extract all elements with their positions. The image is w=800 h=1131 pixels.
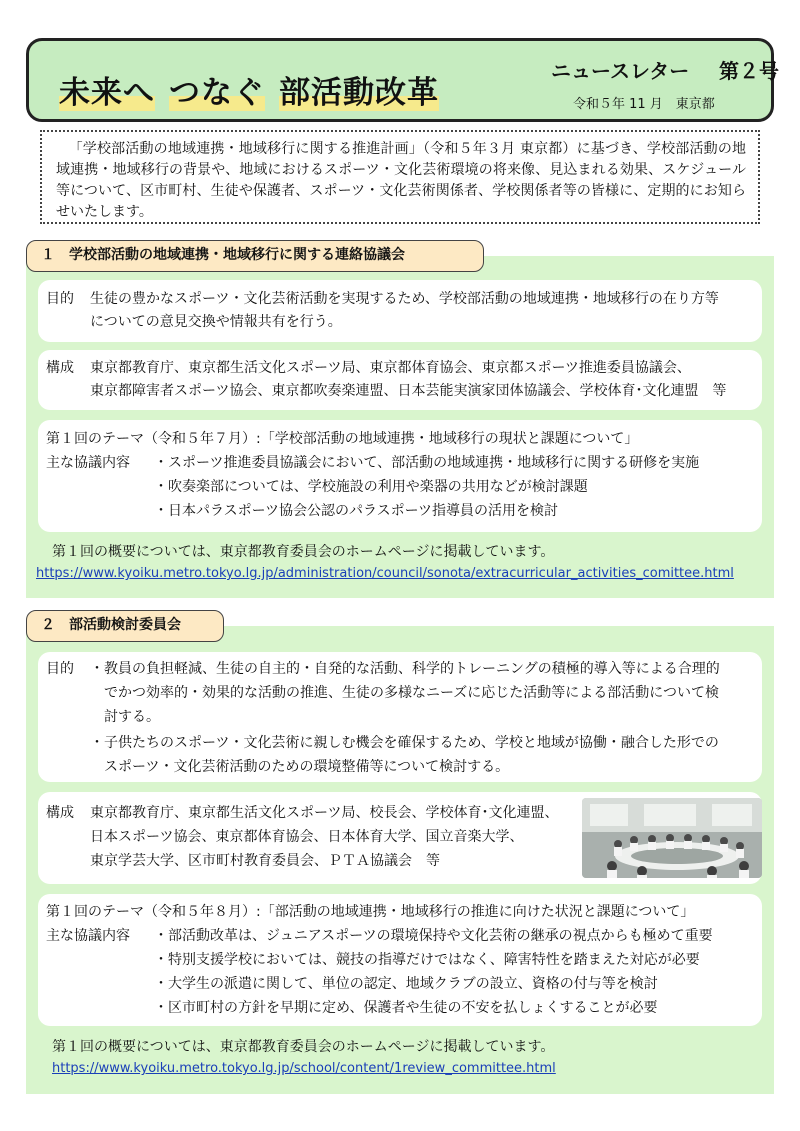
- title-part-2: つなぐ: [169, 75, 265, 111]
- discussion-point: ・大学生の派遣に関して、単位の認定、地域クラブの設立、資格の付与等を検討: [154, 976, 658, 992]
- members-line: 日本スポーツ協会、東京都体育協会、日本体育大学、国立音楽大学、: [90, 829, 524, 845]
- meeting-theme: 第１回のテーマ（令和５年７月）:「学校部活動の地域連携・地域移行の現状と課題について」: [46, 431, 639, 447]
- newsletter-label: ニュースレター: [551, 59, 690, 83]
- members-line: 東京都教育庁、東京都生活文化スポーツ局、東京都体育協会、東京都スポーツ推進委員協議会、: [90, 360, 691, 376]
- purpose-label: 目的: [46, 661, 74, 677]
- discussion-point: ・吹奏楽部については、学校施設の利用や楽器の共用などが検討課題: [154, 479, 588, 495]
- members-line: 東京都障害者スポーツ協会、東京都吹奏楽連盟、日本芸能実演家団体協議会、学校体育･文化連盟 等: [90, 383, 727, 399]
- section-2-theme-card: [38, 894, 762, 1026]
- discussion-point: ・日本パラスポーツ協会公認のパラスポーツ指導員の活用を検討: [154, 503, 559, 519]
- members-line: 東京都教育庁、東京都生活文化スポーツ局、校長会、学校体育･文化連盟、: [90, 805, 559, 821]
- intro-box: 「学校部活動の地域連携・地域移行に関する推進計画」（令和５年３月 東京都）に基づき、学校部活動の地域連携・地域移行の背景や、地域におけるスポーツ・文化芸術環境の将来像、見込まれる効果、スケジュール等について、区市町村、生徒や保護者、スポーツ・文化芸術関係者、学校関係者等の皆様に、定期的にお知らせいたします。: [40, 130, 760, 224]
- content-label: 主な協議内容: [46, 928, 130, 944]
- purpose-line: 討する。: [104, 709, 160, 725]
- discussion-point: ・区市町村の方針を早期に定め、保護者や生徒の不安を払しょくすることが必要: [154, 1000, 658, 1016]
- content-label: 主な協議内容: [46, 455, 130, 471]
- purpose-line: についての意見交換や情報共有を行う。: [90, 314, 342, 330]
- meeting-theme: 第１回のテーマ（令和５年８月）:「部活動の地域連携・地域移行の推進に向けた状況と課題について」: [46, 904, 695, 920]
- meeting-photo: [582, 798, 762, 878]
- section-2-heading: ２ 部活動検討委員会: [26, 610, 224, 642]
- section-1-purpose-card: [38, 280, 762, 342]
- members-label: 構成: [46, 360, 74, 376]
- purpose-line: 生徒の豊かなスポーツ・文化芸術活動を実現するため、学校部活動の地域連携・地域移行の在り方等: [90, 291, 719, 307]
- members-label: 構成: [46, 805, 74, 821]
- section-1-heading: １ 学校部活動の地域連携・地域移行に関する連絡協議会: [26, 240, 484, 272]
- newsletter-title: [59, 67, 439, 112]
- purpose-line: ・教員の負担軽減、生徒の自主的・自発的な活動、科学的トレーニングの積極的導入等による合理的: [90, 661, 720, 677]
- purpose-line: スポーツ・文化芸術活動のための環境整備等について検討する。: [104, 759, 510, 775]
- members-line: 東京学芸大学、区市町村教育委員会、ＰＴＡ協議会 等: [90, 853, 440, 869]
- section-1-link[interactable]: https://www.kyoiku.metro.tokyo.lg.jp/administration/council/sonota/extracurricular_activities_comittee.html: [36, 566, 734, 581]
- discussion-point: ・スポーツ推進委員協議会において、部活動の地域連携・地域移行に関する研修を実施: [154, 455, 700, 471]
- discussion-point: ・特別支援学校においては、競技の指導だけではなく、障害特性を踏まえた対応が必要: [154, 952, 700, 968]
- purpose-line: ・子供たちのスポーツ・文化芸術に親しむ機会を確保するため、学校と地域が協働・融合した形での: [90, 735, 719, 751]
- title-part-3: 部活動改革: [279, 75, 439, 111]
- section-2-link[interactable]: https://www.kyoiku.metro.tokyo.lg.jp/school/content/1review_committee.html: [52, 1061, 556, 1076]
- section-2-summary-note: 第１回の概要については、東京都教育委員会のホームページに掲載しています。: [52, 1039, 555, 1055]
- purpose-label: 目的: [46, 291, 74, 307]
- section-1-summary-note: 第１回の概要については、東京都教育委員会のホームページに掲載しています。: [52, 544, 555, 560]
- section-1-members-card: [38, 350, 762, 410]
- section-1-theme-card: [38, 420, 762, 532]
- purpose-line: でかつ効率的・効果的な活動の推進、生徒の多様なニーズに応じた活動等による部活動について検: [104, 685, 720, 701]
- title-part-1: 未来へ: [59, 75, 155, 111]
- discussion-point: ・部活動改革は、ジュニアスポーツの環境保持や文化芸術の継承の視点からも極めて重要: [154, 928, 713, 944]
- issue-number: 第２号: [719, 59, 779, 83]
- section-2-purpose-card: [38, 652, 762, 782]
- newsletter-header: [26, 38, 779, 122]
- publish-date: 令和５年 11 月 東京都: [573, 97, 715, 112]
